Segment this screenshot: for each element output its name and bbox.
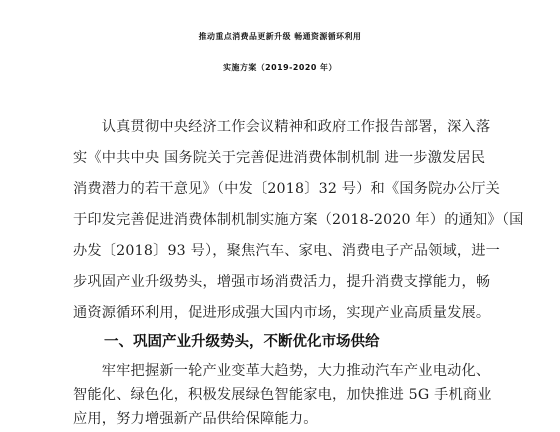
- paragraph-line: 智能化、绿色化，积极发展绿色智能家电，加快推进 5G 手机商业: [73, 387, 492, 403]
- paragraph-line: 步巩固产业升级势头，增强市场消费活力，提升消费支撑能力，畅: [73, 274, 491, 290]
- section-heading: 一、巩固产业升级势头，不断优化市场供给: [104, 334, 380, 350]
- paragraph-line: 消费潜力的若干意见》（中发〔2018〕32 号）和《国务院办公厅关: [73, 181, 501, 197]
- paragraph-line: 应用，努力增强新产品供给保障能力。: [73, 411, 318, 427]
- paragraph-line: 认真贯彻中央经济工作会议精神和政府工作报告部署，深入落: [73, 119, 491, 135]
- paragraph-line: 于印发完善促进消费体制机制实施方案（2018-2020 年）的通知》（国: [73, 212, 524, 228]
- paragraph-line: 通资源循环利用，促进形成强大国内市场，实现产业高质量发展。: [73, 305, 491, 321]
- paragraph-line: 实《中共中央 国务院关于完善促进消费体制机制 进一步激发居民: [73, 150, 486, 166]
- document-title-line-2: 实施方案（2019-2020 年）: [223, 63, 337, 72]
- paragraph-line: 办发〔2018〕93 号），聚焦汽车、家电、消费电子产品领域，进一: [73, 243, 501, 259]
- document-title-line-1: 推动重点消费品更新升级 畅通资源循环利用: [198, 32, 362, 41]
- paragraph-line: 牢牢把握新一轮产业变革大趋势，大力推动汽车产业电动化、: [73, 363, 491, 379]
